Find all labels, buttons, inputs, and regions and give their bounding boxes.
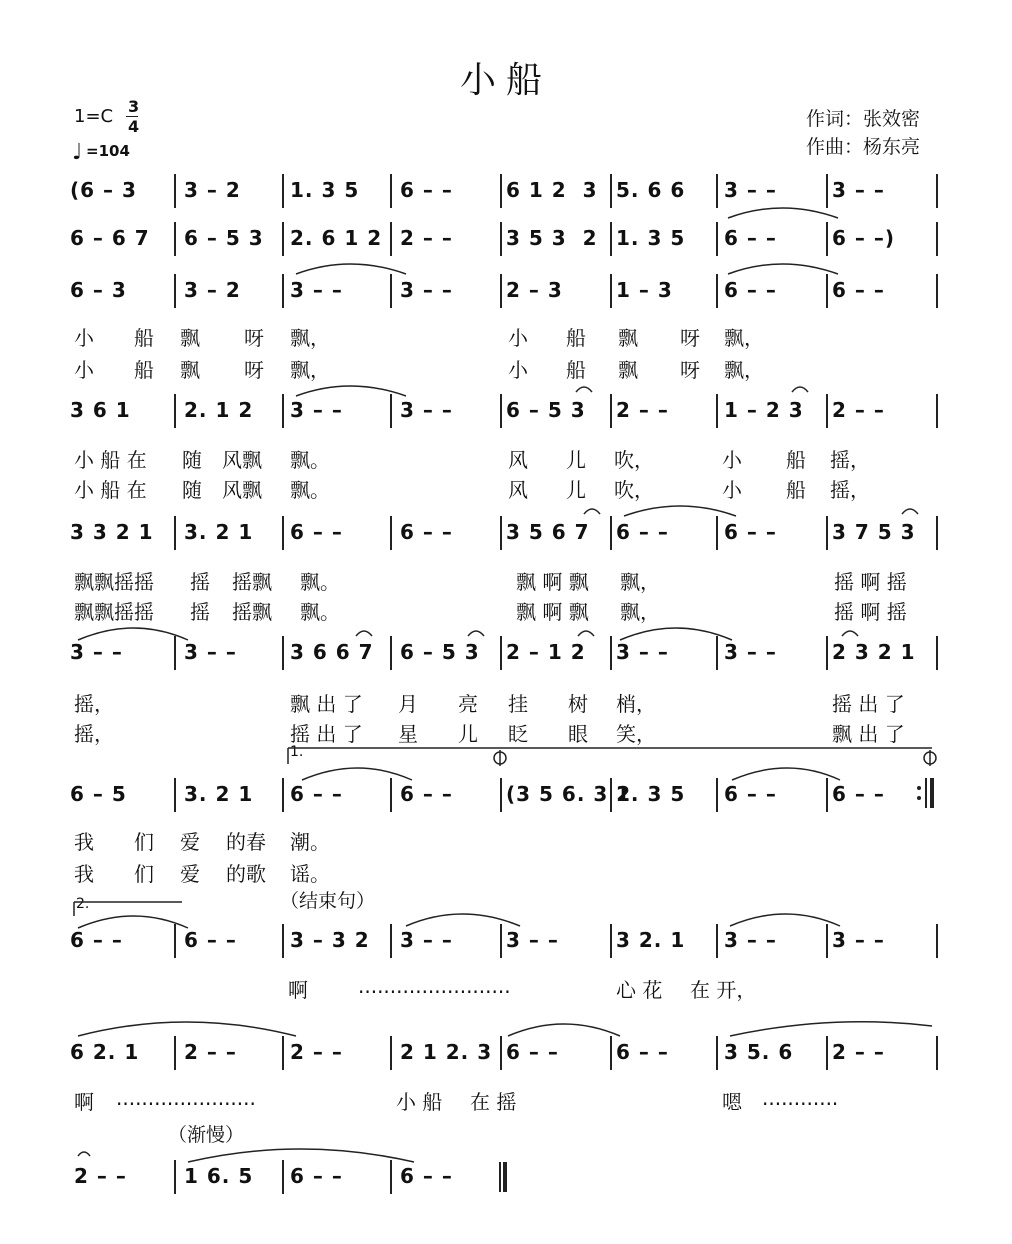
measure: 3 – – <box>290 278 343 302</box>
measure: 2 – – <box>290 1040 343 1064</box>
lyric-verse2: 飘 <box>618 358 638 382</box>
slur-row4 <box>296 386 406 396</box>
lyric-verse2: 飘， <box>620 600 660 624</box>
lyric-verse1: 飘飘摇摇 <box>74 570 154 594</box>
measure: 3 – – <box>400 398 453 422</box>
measure: 6 1 2 3 <box>506 178 598 202</box>
lyric-verse1: 小 船 在 <box>74 448 147 472</box>
key-signature: 1=C <box>74 106 114 127</box>
measure: 6 – – <box>616 520 669 544</box>
lyric-verse1: 飘 出 了 <box>290 692 363 716</box>
measure: 6 – – <box>616 1040 669 1064</box>
lyric-verse1: 随 <box>182 448 202 472</box>
measure: 2 – – <box>832 398 885 422</box>
lyric-verse2: 飘。 <box>300 600 340 624</box>
lyric-verse2: 飘 啊 飘 <box>516 600 589 624</box>
measure: 6 – – <box>290 520 343 544</box>
measure: 6 – – <box>724 520 777 544</box>
lyric-line: 嗯 <box>722 1090 742 1114</box>
fermata-icon <box>578 631 594 636</box>
fermata-icon <box>792 387 808 392</box>
measure: 3 – 2 <box>184 178 241 202</box>
time-signature-bottom: 4 <box>128 117 140 136</box>
lyric-verse1: 小 <box>722 448 742 472</box>
measure: 3 – – <box>400 928 453 952</box>
measure: 3 6 6 7 <box>290 640 374 664</box>
measure: 6 – – <box>184 928 237 952</box>
measure: 2 – – <box>74 1164 127 1188</box>
measure: 1. 3 5 <box>616 226 686 250</box>
slur-row9a <box>78 1022 296 1036</box>
lyric-verse1: 们 <box>134 830 154 854</box>
lyric-verse1: 船 <box>134 326 154 350</box>
fermata-icon <box>356 631 372 636</box>
lyric-verse1: 飘， <box>620 570 660 594</box>
fermata-icon <box>576 387 592 392</box>
measure: 3 6 1 <box>70 398 131 422</box>
fermata-icon <box>842 631 858 636</box>
measure: 6 2. 1 <box>70 1040 140 1064</box>
lyric-verse2: 儿 <box>458 722 478 746</box>
lyric-verse1: 摇 <box>190 570 210 594</box>
measure: 3 – – <box>724 178 777 202</box>
slur-row10 <box>188 1149 414 1162</box>
measure: 3 – – <box>506 928 559 952</box>
lyric-verse1: 呀 <box>244 326 264 350</box>
slur-row3a <box>296 264 406 274</box>
measure: 3 5. 6 <box>724 1040 794 1064</box>
measure: 1 6. 5 <box>184 1164 254 1188</box>
lyric-line: 在 摇 <box>470 1090 517 1114</box>
lyric-verse2: 飘。 <box>290 478 330 502</box>
lyricist-credit: 作词：张效密 <box>806 108 921 130</box>
time-signature-top: 3 <box>128 97 140 116</box>
lyric-verse2: 风 <box>508 478 528 502</box>
lyric-verse1: 摇， <box>74 692 114 716</box>
repeat-dot <box>917 796 921 800</box>
lyric-verse1: 我 <box>74 830 94 854</box>
lyric-verse2: 的歌 <box>226 862 266 886</box>
lyric-verse2: 摇， <box>830 478 870 502</box>
lyric-verse2: 船 <box>134 358 154 382</box>
lyric-verse2: 船 <box>786 478 806 502</box>
measure: 6 – 5 3 <box>184 226 264 250</box>
slur-row8a <box>78 916 188 928</box>
lyric-line: ............ <box>762 1086 839 1110</box>
lyric-line: 在 开， <box>690 978 757 1002</box>
measure: 6 – 5 <box>70 782 127 806</box>
quarter-note-icon: ♩ <box>72 140 83 165</box>
measure: 3. 2 1 <box>184 782 254 806</box>
measure: 6 – – <box>724 226 777 250</box>
fermata-icon <box>902 509 918 514</box>
composer-credit: 作曲：杨东亮 <box>806 136 921 158</box>
lyric-verse1: 飘， <box>290 326 330 350</box>
measure: 3 5 6 7 <box>506 520 590 544</box>
measure: 6 – – <box>400 1164 453 1188</box>
measure: 6 – – <box>832 782 885 806</box>
measure: 3 – – <box>832 928 885 952</box>
lyric-verse2: 飘 出 了 <box>832 722 905 746</box>
measure: (3 5 6. 3 2 <box>506 782 632 806</box>
volta-first: 1. <box>290 744 304 760</box>
measure: 1 – 3 <box>616 278 673 302</box>
lyric-verse2: 飘 <box>180 358 200 382</box>
lyric-verse2: 摇， <box>74 722 114 746</box>
slur-row7b <box>732 768 840 780</box>
lyric-verse2: 摇 <box>190 600 210 624</box>
lyric-verse1: 摇 出 了 <box>832 692 905 716</box>
lyric-verse2: 呀 <box>244 358 264 382</box>
repeat-dot <box>917 786 921 790</box>
measure: 2 – 1 2 <box>506 640 586 664</box>
slur-row9c <box>730 1022 932 1036</box>
lyric-verse1: 飘 <box>618 326 638 350</box>
lyric-verse1: 船 <box>566 326 586 350</box>
slur-row9b <box>508 1024 620 1036</box>
lyric-verse1: 飘 啊 飘 <box>516 570 589 594</box>
measure: 3 7 5 3 <box>832 520 916 544</box>
lyric-verse2: 随 <box>182 478 202 502</box>
lyric-verse2: 笑， <box>616 722 656 746</box>
lyric-verse1: 树 <box>568 692 588 716</box>
measure: 3 – – <box>724 640 777 664</box>
lyric-verse1: 小 <box>74 326 94 350</box>
measure: 2. 6 1 2 <box>290 226 383 250</box>
lyric-line: 小 船 <box>396 1090 443 1114</box>
fermata-icon <box>468 631 484 636</box>
lyric-line: 心 花 <box>616 978 663 1002</box>
measure: 6 – – <box>724 782 777 806</box>
lyric-verse1: 风 <box>508 448 528 472</box>
measure: 3 – 3 2 <box>290 928 370 952</box>
lyric-verse2: 爱 <box>180 862 200 886</box>
lyric-verse1: 呀 <box>680 326 700 350</box>
measure: 3 2. 1 <box>616 928 686 952</box>
measure: 2. 1 2 <box>184 398 254 422</box>
lyric-verse2: 眼 <box>568 722 588 746</box>
measure: 2 3 2 1 <box>832 640 916 664</box>
measure: 3 – – <box>184 640 237 664</box>
measure: 5. 6 6 <box>616 178 686 202</box>
measure: 2 – 3 <box>506 278 563 302</box>
measure: (6 – 3 <box>70 178 137 202</box>
lyric-verse1: 风飘 <box>222 448 262 472</box>
lyric-verse2: 小 船 在 <box>74 478 147 502</box>
slur-row7a <box>302 768 412 780</box>
slur-row6b <box>620 628 732 640</box>
lyric-verse2: 摇飘 <box>232 600 272 624</box>
lyric-verse1: 爱 <box>180 830 200 854</box>
measure: 6 – 5 3 <box>506 398 586 422</box>
measure: 1. 3 5 <box>616 782 686 806</box>
measure: 2 1 2. 3 <box>400 1040 493 1064</box>
measure: 6 – – <box>70 928 123 952</box>
lyric-verse2: 呀 <box>680 358 700 382</box>
measure: 3 – 2 <box>184 278 241 302</box>
lyric-verse1: 月 <box>398 692 418 716</box>
lyric-verse2: 小 <box>722 478 742 502</box>
measure: 6 – –) <box>832 226 895 250</box>
lyric-line: 啊 <box>288 978 308 1002</box>
lyric-verse2: 飘， <box>290 358 330 382</box>
lyric-verse1: 潮。 <box>290 830 330 854</box>
slur-row1 <box>728 208 838 218</box>
lyric-verse1: 吹， <box>614 448 654 472</box>
measure: 6 – – <box>724 278 777 302</box>
lyric-verse1: 摇飘 <box>232 570 272 594</box>
lyric-verse2: 小 <box>508 358 528 382</box>
lyric-line: 啊 <box>74 1090 94 1114</box>
fermata-icon <box>584 509 600 514</box>
lyric-verse2: 眨 <box>508 722 528 746</box>
lyric-verse1: 小 <box>508 326 528 350</box>
measure: 3 3 2 1 <box>70 520 154 544</box>
lyric-verse1: 挂 <box>508 692 528 716</box>
measure: 6 – – <box>290 782 343 806</box>
slur-row5 <box>624 506 736 516</box>
lyric-verse1: 飘 <box>180 326 200 350</box>
volta-second: 2. <box>76 896 90 912</box>
slow-label: （渐慢） <box>168 1124 245 1146</box>
lyric-verse1: 船 <box>786 448 806 472</box>
measure: 6 – – <box>400 178 453 202</box>
measure: 6 – – <box>400 520 453 544</box>
measure: 6 – – <box>832 278 885 302</box>
lyric-verse2: 飘飘摇摇 <box>74 600 154 624</box>
measure: 6 – 5 3 <box>400 640 480 664</box>
lyric-verse2: 们 <box>134 862 154 886</box>
measure: 3 – – <box>400 278 453 302</box>
slur-row8b <box>406 914 520 926</box>
lyric-verse1: 摇， <box>830 448 870 472</box>
lyric-verse1: 亮 <box>458 692 478 716</box>
lyric-line: ...................... <box>116 1086 256 1110</box>
measure: 6 – – <box>400 782 453 806</box>
tempo-marking: =104 <box>86 142 130 160</box>
lyric-line: ........................ <box>358 974 511 998</box>
measure: 2 – – <box>400 226 453 250</box>
fermata-icon <box>78 1152 90 1156</box>
lyric-verse2: 船 <box>566 358 586 382</box>
measure: 6 – 3 <box>70 278 127 302</box>
ending-label: （结束句） <box>280 890 376 912</box>
measure: 3 – – <box>832 178 885 202</box>
lyric-verse1: 的春 <box>226 830 266 854</box>
measure: 2 – – <box>616 398 669 422</box>
lyric-verse2: 谣。 <box>290 862 330 886</box>
lyric-verse1: 飘。 <box>290 448 330 472</box>
lyric-verse2: 飘， <box>724 358 764 382</box>
lyric-verse2: 摇 出 了 <box>290 722 363 746</box>
lyric-verse2: 小 <box>74 358 94 382</box>
lyric-verse1: 摇 啊 摇 <box>834 570 907 594</box>
measure: 3 – – <box>616 640 669 664</box>
measure: 6 – – <box>506 1040 559 1064</box>
measure: 6 – 6 7 <box>70 226 150 250</box>
measure: 2 – – <box>832 1040 885 1064</box>
measure: 6 – – <box>290 1164 343 1188</box>
lyric-verse1: 飘， <box>724 326 764 350</box>
measure: 1. 3 5 <box>290 178 360 202</box>
slur-row6a <box>78 628 188 640</box>
measure: 3 – – <box>290 398 343 422</box>
lyric-verse1: 飘。 <box>300 570 340 594</box>
lyric-verse2: 吹， <box>614 478 654 502</box>
measure: 3 5 3 2 <box>506 226 598 250</box>
slur-row8c <box>730 914 840 926</box>
lyric-verse2: 摇 啊 摇 <box>834 600 907 624</box>
measure: 3. 2 1 <box>184 520 254 544</box>
measure: 2 – – <box>184 1040 237 1064</box>
song-title: 小船 <box>459 60 552 101</box>
lyric-verse1: 儿 <box>566 448 586 472</box>
lyric-verse2: 儿 <box>566 478 586 502</box>
measure: 3 – – <box>70 640 123 664</box>
lyric-verse2: 风飘 <box>222 478 262 502</box>
lyric-verse2: 星 <box>398 722 418 746</box>
measure: 1 – 2 3 <box>724 398 804 422</box>
lyric-verse1: 梢， <box>616 692 656 716</box>
slur-row3b <box>728 264 838 274</box>
lyric-verse2: 我 <box>74 862 94 886</box>
measure: 3 – – <box>724 928 777 952</box>
